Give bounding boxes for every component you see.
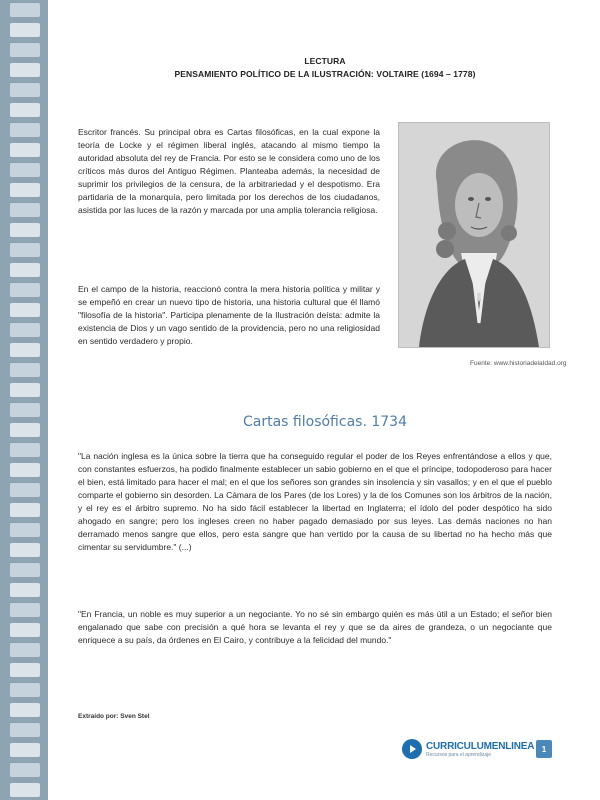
strip-tile bbox=[10, 763, 40, 777]
strip-tile bbox=[10, 103, 40, 117]
strip-tile bbox=[10, 43, 40, 57]
strip-tile bbox=[10, 203, 40, 217]
intro-paragraph-1: Escritor francés. Su principal obra es Cartas filosóficas, en la cual expone la teoría de Locke y el régimen liberal inglés, atacando al mismo tiempo la autoridad absoluta del rey de Francia. Por esto se le considera como uno de los críticos más duros del Antiguo Régimen. Planteaba además, la necesidad de suprimir los privilegios de la censura, de la arbitrariedad y el despotismo. Era partidaria de la monarquía, pero limitada por los derechos de los ciudadanos, asistida por las luces de la razón y marcada por una amplia tolerancia religiosa. bbox=[78, 127, 380, 215]
strip-tile bbox=[10, 543, 40, 557]
strip-tile bbox=[10, 63, 40, 77]
quote-paragraph-2: "En Francia, un noble es muy superior a un negociante. Yo no sé sin embargo quién es más útil a un Estado; el señor bien engalanado que sabe con precisión a qué hora se levanta el rey y que se da aires de grandeza, o un negociante que enriquece a su país, da órdenes en El Cairo, y contribuye a la felicidad del mundo." bbox=[78, 609, 552, 645]
strip-tile bbox=[10, 443, 40, 457]
strip-tile bbox=[10, 683, 40, 697]
intro-paragraph-2: En el campo de la historia, reaccionó contra la mera historia política y militar y se empeñó en crear un nuevo tipo de historia, una historia cultural que él llamó "filosofía de la historia". Participa plenamente de la Ilustración deísta: admite la existencia de Dios y un vago sentido de la providencia, pero no una religiosidad en sentido verdadero y propio. bbox=[78, 284, 380, 346]
portrait-caption: Fuente: www.historiadelaIdad.org bbox=[470, 360, 567, 367]
strip-tile bbox=[10, 343, 40, 357]
strip-tile bbox=[10, 23, 40, 37]
strip-tile bbox=[10, 83, 40, 97]
strip-tile bbox=[10, 263, 40, 277]
strip-tile bbox=[10, 303, 40, 317]
strip-tile bbox=[10, 623, 40, 637]
strip-tile bbox=[10, 243, 40, 257]
voltaire-portrait bbox=[398, 122, 550, 348]
play-icon bbox=[402, 739, 422, 759]
strip-tile bbox=[10, 723, 40, 737]
strip-pattern bbox=[10, 0, 40, 800]
strip-tile bbox=[10, 223, 40, 237]
strip-tile bbox=[10, 703, 40, 717]
strip-tile bbox=[10, 383, 40, 397]
strip-tile bbox=[10, 523, 40, 537]
strip-tile bbox=[10, 363, 40, 377]
decorative-side-strip bbox=[0, 0, 48, 800]
strip-tile bbox=[10, 503, 40, 517]
reading-label: LECTURA bbox=[304, 56, 346, 66]
strip-tile bbox=[10, 283, 40, 297]
portrait-engraving bbox=[399, 123, 549, 347]
strip-tile bbox=[10, 583, 40, 597]
brand-tagline: Recursos para el aprendizaje bbox=[426, 751, 492, 758]
quote-paragraph-1: "La nación inglesa es la única sobre la tierra que ha conseguido regular el poder de los Reyes enfrentándose a ellos y que, con constantes esfuerzos, ha podido finalmente establecer un sabio gobierno en el que el príncipe, todopoderoso para hacer el bien, está limitado para hacer el mal; en el que los señores son grandes sin insolencia y sin vasallos; y en el que el pueblo comparte el gobierno sin desorden. La Cámara de los Pares (de los Lores) y la de los Comunes son los árbitros de la nación, y el rey es el árbitro supremo. No ha sido fácil establecer la libertad en Inglaterra; el ídolo del poder despótico ha sido ahogado en sangre; pero los ingleses creen no haber pagado demasiado por sus leyes. Las demás naciones no han derramado menos sangre que ellos, pero esta sangre que han vertido por la causa de su libertad no ha hecho más que cimentar su servidumbre." (...) bbox=[78, 451, 552, 552]
strip-tile bbox=[10, 3, 40, 17]
strip-tile bbox=[10, 163, 40, 177]
strip-tile bbox=[10, 403, 40, 417]
strip-tile bbox=[10, 783, 40, 797]
strip-tile bbox=[10, 323, 40, 337]
strip-tile bbox=[10, 603, 40, 617]
brand-logo-block[interactable] bbox=[402, 739, 534, 759]
strip-tile bbox=[10, 563, 40, 577]
strip-tile bbox=[10, 663, 40, 677]
page-number-badge: 1 bbox=[536, 740, 552, 758]
strip-tile bbox=[10, 643, 40, 657]
strip-tile bbox=[10, 463, 40, 477]
strip-tile bbox=[10, 423, 40, 437]
section-title: Cartas filosóficas. 1734 bbox=[243, 414, 407, 430]
strip-tile bbox=[10, 143, 40, 157]
page-title: PENSAMIENTO POLÍTICO DE LA ILUSTRACIÓN: VOLTAIRE (1694 – 1778) bbox=[174, 69, 476, 79]
strip-tile bbox=[10, 483, 40, 497]
strip-tile bbox=[10, 123, 40, 137]
brand-name: CURRICULUMENLINEA bbox=[426, 740, 535, 752]
source-note: Extraído por: Sven Stel bbox=[78, 713, 150, 720]
strip-tile bbox=[10, 183, 40, 197]
strip-tile bbox=[10, 743, 40, 757]
